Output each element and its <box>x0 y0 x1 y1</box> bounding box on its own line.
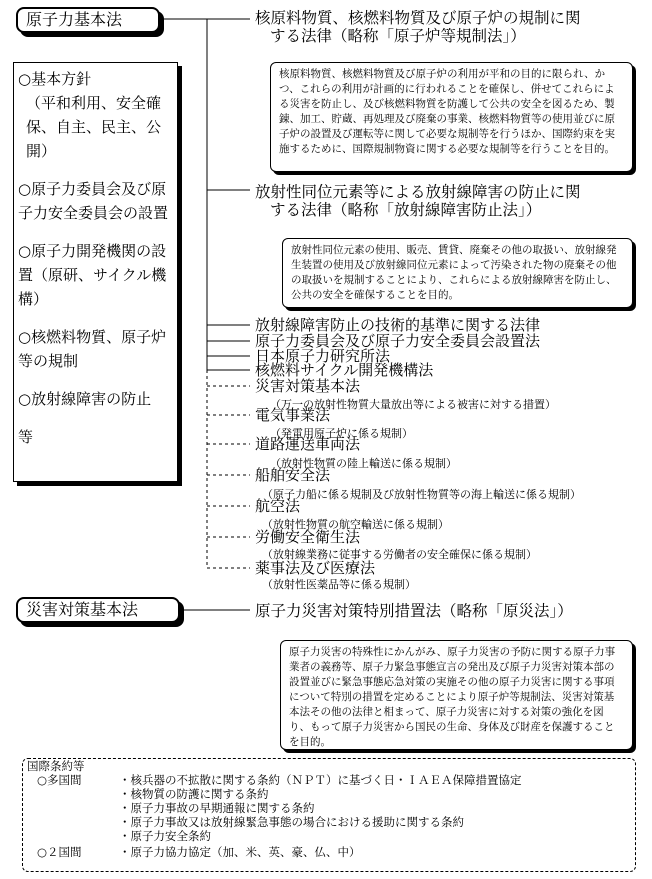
dashed-law-name: 薬事法及び医療法 <box>255 559 376 577</box>
multilateral-item: ・核物質の防護に関する条約 <box>119 787 269 801</box>
atomic-basic-law-title: 原子力基本法 <box>16 7 160 33</box>
dashed-law-name: 災害対策基本法 <box>255 377 361 395</box>
dashed-law-name: 道路運送車両法 <box>255 435 361 453</box>
reactor-law-title-line2: する法律（略称「原子炉等規制法」） <box>270 27 526 45</box>
bilateral-item: ・原子力協力協定（加、米、英、豪、仏、中） <box>119 845 361 859</box>
dashed-law-note: （原子力船に係る規制及び放射性物質等の海上輸送に係る規制） <box>262 488 581 501</box>
dashed-law-note: （発電用原子炉に係る規制） <box>270 427 413 440</box>
reactor-law-title-line1: 核原料物質、核燃料物質及び原子炉の規制に関 <box>255 9 581 27</box>
dashed-law-note: （放射性物質の航空輸送に係る規制） <box>262 518 449 531</box>
atomic-basic-law-summary <box>13 62 178 482</box>
dashed-law-note: （放射性物質の陸上輸送に係る規制） <box>270 457 457 470</box>
related-law: 核燃料サイクル開発機構法 <box>255 361 434 379</box>
bilateral-label: ○２国間 <box>37 845 82 859</box>
radiation-law-title-line2: する法律（略称「放射線障害防止法」） <box>270 201 542 219</box>
multilateral-item: ・核兵器の不拡散に関する条約（ＮＰＴ）に基づく日・ＩＡＥＡ保障措置協定 <box>119 773 522 787</box>
dashed-law-name: 電気事業法 <box>255 406 331 424</box>
left-item: ○基本方針 <box>18 70 92 88</box>
radiation-law-description: 放射性同位元素の使用、販売、賃貸、廃棄その他の取扱い、放射線発生装置の使用及び放射線同位元素によって汚染された物の廃棄その他の取扱いを規制することにより、これらによる放射線障害を防止し、公共の安全を確保することを目的。 <box>282 238 633 308</box>
multilateral-item: ・原子力事故の早期通報に関する条約 <box>119 801 315 815</box>
dashed-law-note: （放射線業務に従事する労働者の安全確保に係る規制） <box>262 548 537 561</box>
multilateral-label: ○多国間 <box>37 773 82 787</box>
radiation-law-title-line1: 放射性同位元素等による放射線障害の防止に関 <box>255 183 581 201</box>
left-item: （平和利用、安全確保、自主、民主、公開） <box>26 94 162 160</box>
disaster-special-law-description: 原子力災害の特殊性にかんがみ、原子力災害の予防に関する原子力事業者の義務等、原子力緊急事態宣言の発出及び原子力災害対策本部の設置並びに緊急事態応急対策の実施その他の原子力災害に関する事項について特別の措置を定めることにより原子炉等規制法、災害対策基本法その他の法律と相まって、原子力災害に対する対策の強化を図り、もって原子力災害から国民の生命、身体及び財産を保護することを目的。 <box>280 640 633 750</box>
left-item: ○原子力開発機関の設置（原研、サイクル機構） <box>18 242 167 308</box>
left-item: ○原子力委員会及び原子力安全委員会の設置 <box>18 180 169 222</box>
international-treaties-box <box>22 758 636 872</box>
related-law: 放射線障害防止の技術的基準に関する法律 <box>255 316 541 334</box>
related-law: 原子力委員会及び原子力安全委員会設置法 <box>255 332 541 350</box>
dashed-law-note: （万一の放射性物質大量放出等による被害に対する措置） <box>270 398 556 411</box>
left-item: 等 <box>18 428 34 446</box>
disaster-special-law-title: 原子力災害対策特別措置法（略称「原災法」） <box>255 602 573 620</box>
disaster-basic-law-title: 災害対策基本法 <box>16 597 180 623</box>
dashed-law-note: （放射性医薬品等に係る規制） <box>262 578 416 591</box>
left-item: ○核燃料物質、原子炉等の規制 <box>18 328 167 370</box>
dashed-law-name: 船舶安全法 <box>255 466 331 484</box>
multilateral-item: ・原子力安全条約 <box>119 829 211 843</box>
reactor-law-description: 核原料物質、核燃料物質及び原子炉の利用が平和の目的に限られ、かつ、これらの利用が計画的に行われることを確保し、併せてこれらによる災害を防止し、及び核燃料物質を防護して公共の安全を図るため、製錬、加工、貯蔵、再処理及び廃棄の事業、核燃料物質等の使用並びに原子炉の設置及び運転等に関して必要な規制等を行うほか、国際約束を実施するために、国際規制物資に関する必要な規制等を行うことを目的。 <box>270 62 633 172</box>
multilateral-item: ・原子力事故又は放射線緊急事態の場合における援助に関する条約 <box>119 815 464 829</box>
international-heading: 国際条約等 <box>27 759 85 773</box>
related-law: 日本原子力研究所法 <box>255 347 391 365</box>
dashed-law-name: 航空法 <box>255 497 301 515</box>
left-item: ○放射線障害の防止 <box>18 390 152 408</box>
dashed-law-name: 労働安全衛生法 <box>255 528 361 546</box>
